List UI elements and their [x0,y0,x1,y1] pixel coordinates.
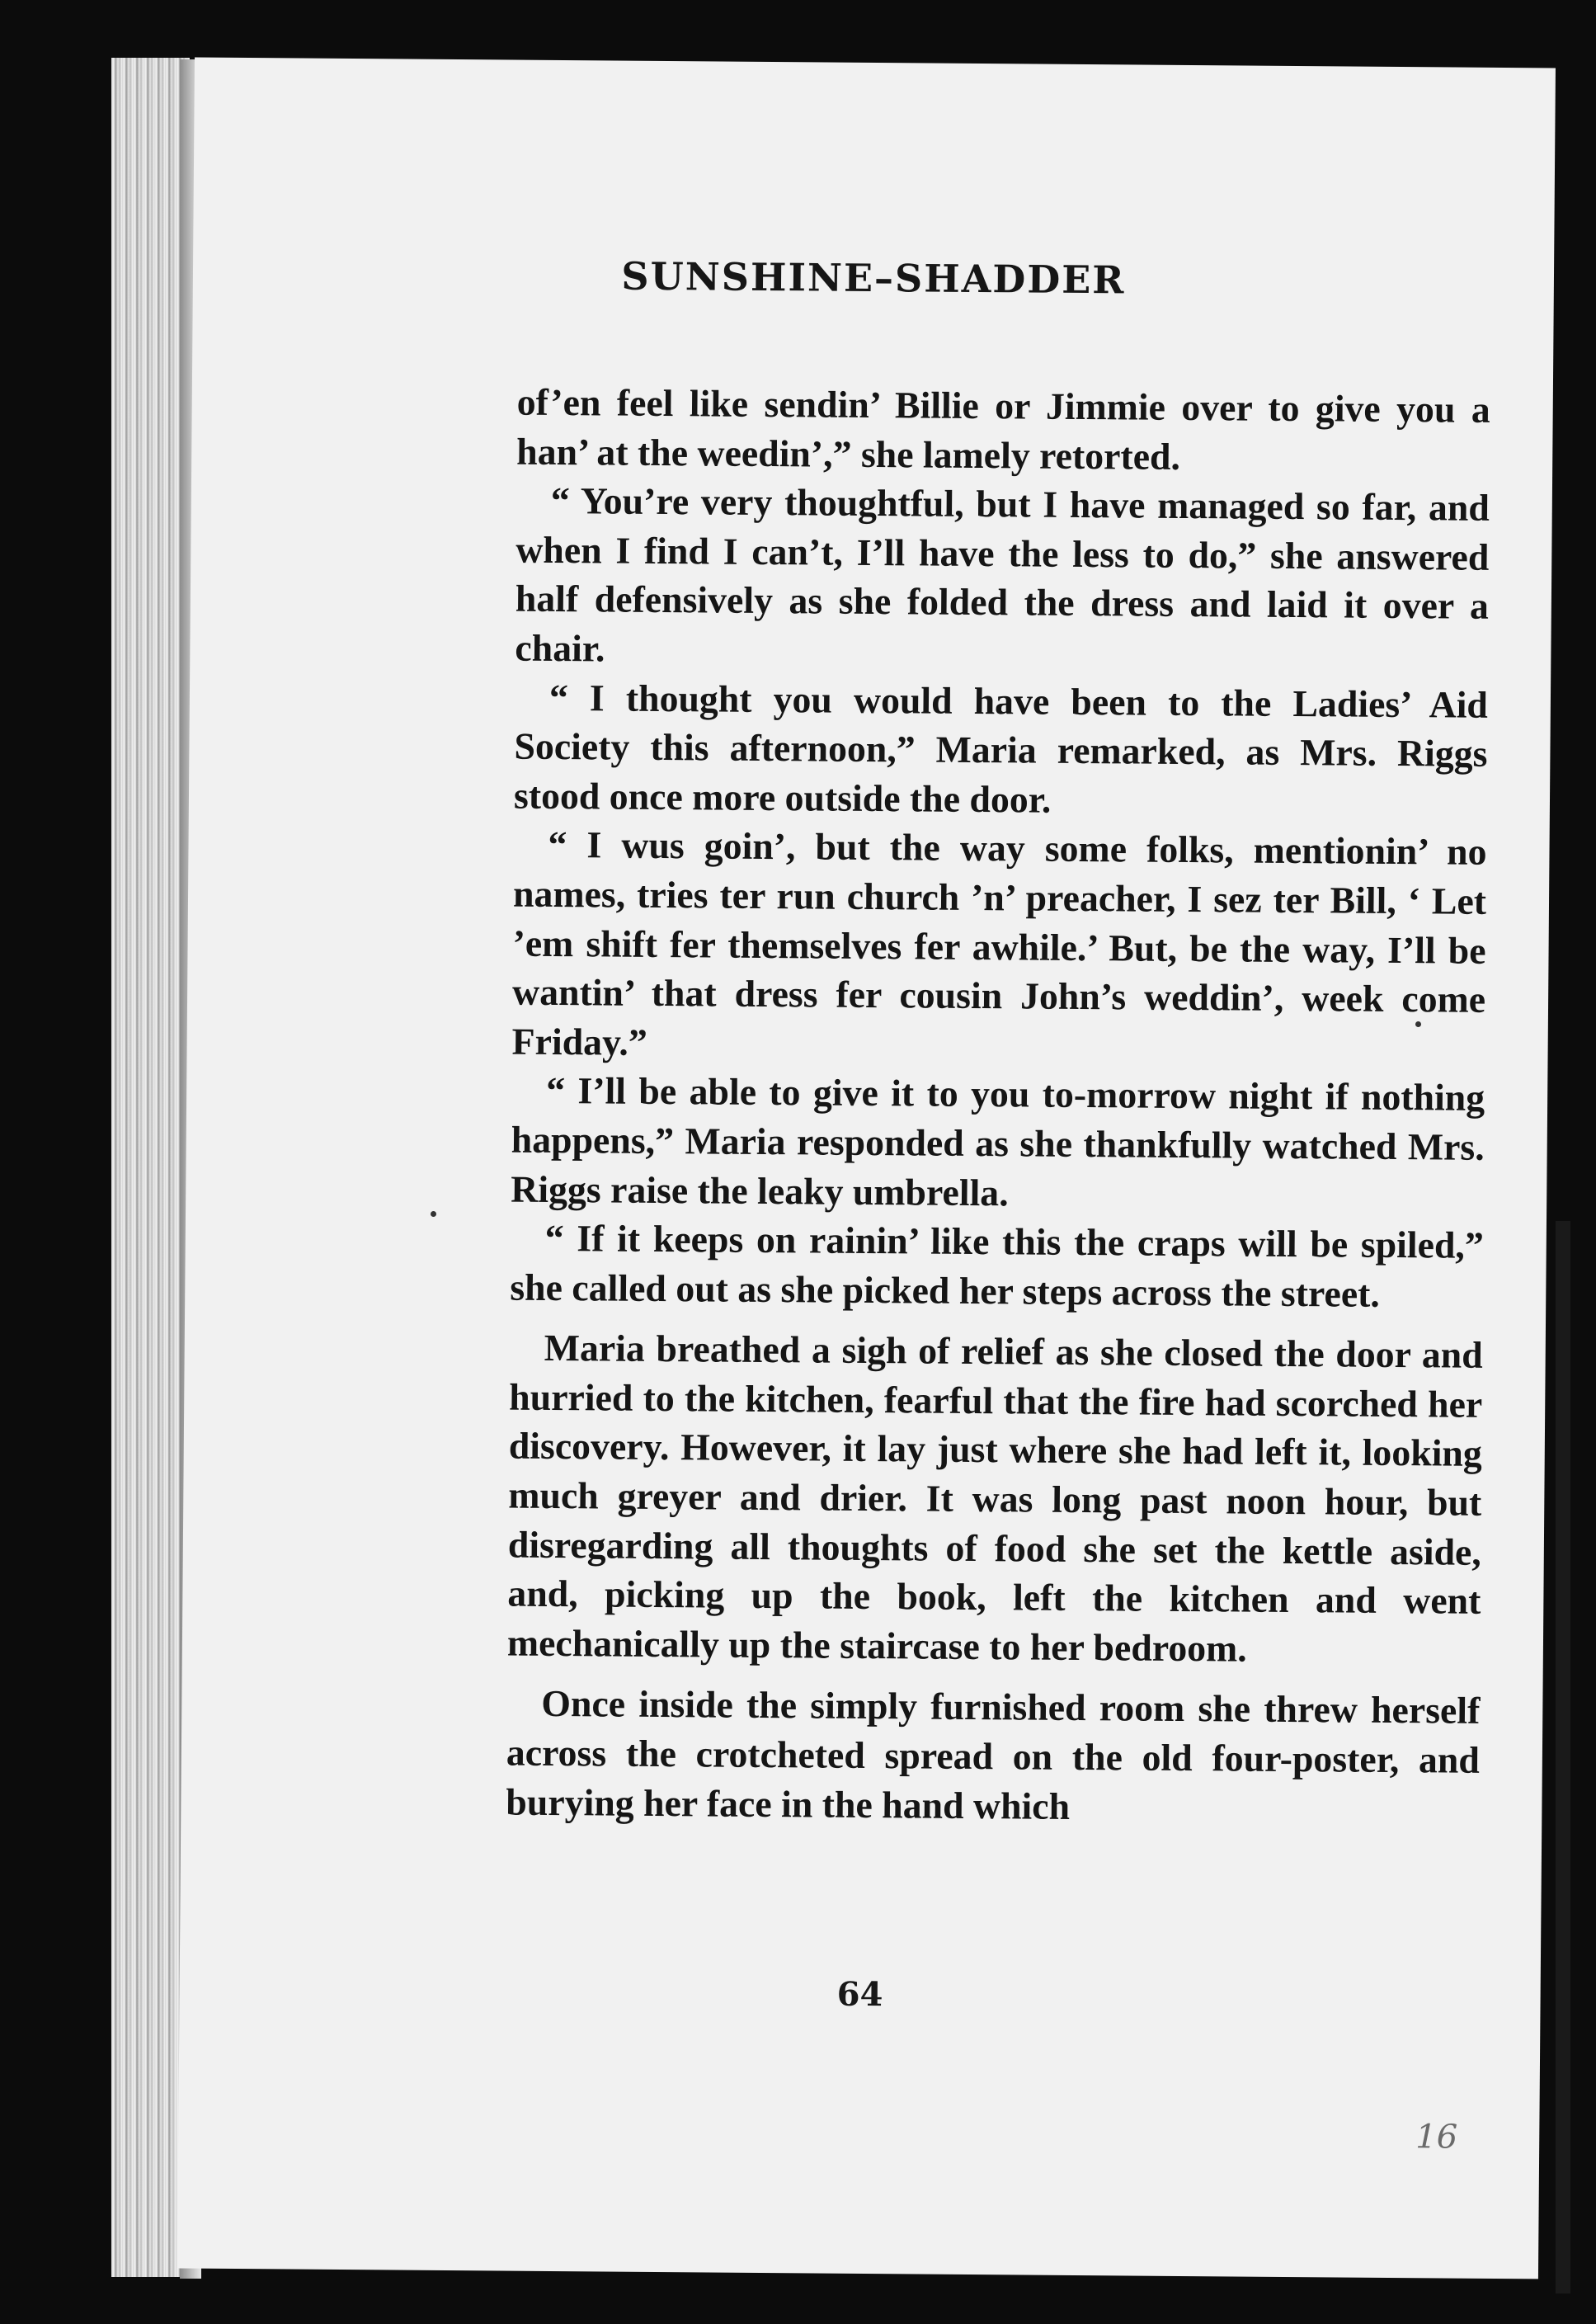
scan-speck [431,1211,436,1217]
paragraph: “ I’ll be able to give it to you to-morrow night if nothing happens,” Maria responded as she thankfully watched Mrs. Riggs raise the leaky umbrella. [511,1069,1485,1214]
handwritten-mark: 16 [1415,2118,1458,2157]
book-page-edges [111,58,190,2277]
paragraph: “ I thought you would have been to the Ladies’ Aid Society this afternoon,” Maria remarked, as Mrs. Riggs stood once more outside the door. [513,676,1489,821]
paragraph: of’en feel like sendin’ Billie or Jimmie over to give you a han’ at the weedin’,” she lamely retorted. [516,380,1490,478]
page-number: 64 [836,1974,883,2015]
paragraph: “ You’re very thoughtful, but I have managed so far, and when I find I can’t, I’ll have the less to do,” she answered half defensively as she folded the dress and laid it over a chair. [515,479,1490,670]
running-head: SUNSHINE–SHADDER [621,253,1126,303]
paragraph: “ If it keeps on rainin’ like this the craps will be spiled,” she called out as she picked her steps across the street. [510,1216,1484,1315]
paragraph: Once inside the simply furnished room she threw herself across the crotcheted spread on the old four-poster, and burying her face in the hand which [506,1682,1481,1827]
paragraph: Maria breathed a sigh of relief as she closed the door and hurried to the kitchen, fearful that the fire had scorched her discovery. However, it lay just where she had left it, looking much greyer and drier. It was long past noon hour, but disregarding all thoughts of food she set the kettle aside, and, picking up the book, left the kitchen and went mechanically up the staircase to her bedroom. [506,1327,1483,1670]
book-page [177,58,1556,2279]
paragraph: “ I wus goin’, but the way some folks, mentionin’ no names, tries ter run church ’n’ preacher, I sez ter Bill, ‘ Let ’em shift fer themselves fer awhile.’ But, be the way, I’ll be wantin’ that dress fer cousin John’s weddin’, week come Friday.” [511,823,1487,1063]
scan-speck [1415,1021,1421,1027]
body-text [506,378,1490,1834]
scan-edge-shadow [1556,1221,1570,2293]
